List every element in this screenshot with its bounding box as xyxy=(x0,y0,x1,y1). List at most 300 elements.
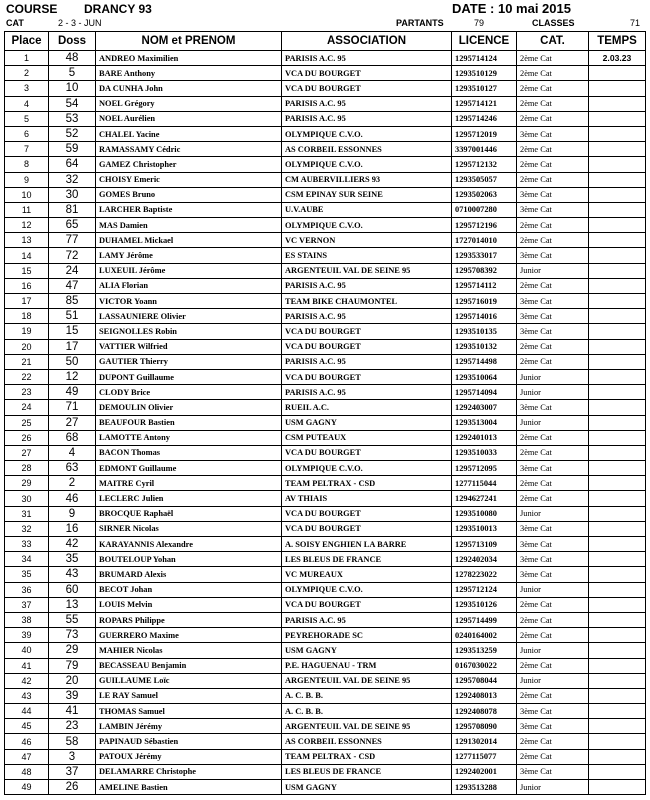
cell-doss: 55 xyxy=(49,612,96,627)
cell-place: 35 xyxy=(5,567,49,582)
cell-cat: Junior xyxy=(517,506,589,521)
cell-lic: 1292408013 xyxy=(452,688,517,703)
cell-temps xyxy=(589,582,646,597)
cell-lic: 1293502063 xyxy=(452,187,517,202)
table-row xyxy=(5,476,646,491)
cell-place: 27 xyxy=(5,445,49,460)
cell-name: DUPONT Guillaume xyxy=(96,369,282,384)
cell-cat: 2ème Cat xyxy=(517,354,589,369)
table-row xyxy=(5,111,646,126)
table-row xyxy=(5,780,646,795)
cell-assoc: CSM EPINAY SUR SEINE xyxy=(282,187,452,202)
cell-lic: 1293513004 xyxy=(452,415,517,430)
cell-lic: 1295714094 xyxy=(452,385,517,400)
cell-doss: 64 xyxy=(49,157,96,172)
table-row xyxy=(5,749,646,764)
cell-lic: 1293510135 xyxy=(452,324,517,339)
cell-cat: 2ème Cat xyxy=(517,142,589,157)
table-row xyxy=(5,294,646,309)
cell-assoc: VC VERNON xyxy=(282,233,452,248)
cell-place: 29 xyxy=(5,476,49,491)
cell-lic: 1727014010 xyxy=(452,233,517,248)
cell-doss: 5 xyxy=(49,66,96,81)
cell-assoc: VCA DU BOURGET xyxy=(282,369,452,384)
cell-name: BRUMARD Alexis xyxy=(96,567,282,582)
cell-doss: 42 xyxy=(49,537,96,552)
cell-name: LARCHER Baptiste xyxy=(96,202,282,217)
cell-doss: 50 xyxy=(49,354,96,369)
cell-lic: 1293510013 xyxy=(452,521,517,536)
cell-temps xyxy=(589,354,646,369)
cell-place: 38 xyxy=(5,612,49,627)
cell-temps xyxy=(589,445,646,460)
cell-assoc: LES BLEUS DE FRANCE xyxy=(282,552,452,567)
cell-doss: 63 xyxy=(49,461,96,476)
cell-doss: 79 xyxy=(49,658,96,673)
table-row xyxy=(5,385,646,400)
results-body xyxy=(5,51,646,795)
cell-assoc: LES BLEUS DE FRANCE xyxy=(282,764,452,779)
cell-doss: 59 xyxy=(49,142,96,157)
cell-cat: Junior xyxy=(517,369,589,384)
table-row xyxy=(5,96,646,111)
table-row xyxy=(5,66,646,81)
cell-lic: 1295714499 xyxy=(452,612,517,627)
cell-temps xyxy=(589,339,646,354)
table-row xyxy=(5,612,646,627)
cell-place: 47 xyxy=(5,749,49,764)
cell-temps xyxy=(589,521,646,536)
cell-place: 40 xyxy=(5,643,49,658)
cell-name: BECOT Johan xyxy=(96,582,282,597)
cell-place: 45 xyxy=(5,719,49,734)
document-header xyxy=(0,0,650,17)
cell-lic: 1295714121 xyxy=(452,96,517,111)
table-row xyxy=(5,202,646,217)
cell-place: 19 xyxy=(5,324,49,339)
table-row xyxy=(5,126,646,141)
cell-name: SEIGNOLLES Robin xyxy=(96,324,282,339)
cell-cat: Junior xyxy=(517,582,589,597)
cell-name: KARAYANNIS Alexandre xyxy=(96,537,282,552)
cell-name: BROCQUE Raphaël xyxy=(96,506,282,521)
table-row xyxy=(5,461,646,476)
cell-name: THOMAS Samuel xyxy=(96,704,282,719)
table-row xyxy=(5,172,646,187)
cell-assoc: PARISIS A.C. 95 xyxy=(282,51,452,66)
cell-assoc: CSM PUTEAUX xyxy=(282,430,452,445)
cell-doss: 73 xyxy=(49,628,96,643)
cell-doss: 2 xyxy=(49,476,96,491)
cell-assoc: A. C. B. B. xyxy=(282,688,452,703)
cell-name: GUILLAUME Loïc xyxy=(96,673,282,688)
cell-temps xyxy=(589,415,646,430)
cell-assoc: PARISIS A.C. 95 xyxy=(282,612,452,627)
cell-place: 9 xyxy=(5,172,49,187)
cell-assoc: USM GAGNY xyxy=(282,643,452,658)
cell-doss: 72 xyxy=(49,248,96,263)
cell-temps xyxy=(589,612,646,627)
cell-cat: 3ème Cat xyxy=(517,248,589,263)
table-row xyxy=(5,673,646,688)
cell-cat: Junior xyxy=(517,643,589,658)
cell-lic: 1277115077 xyxy=(452,749,517,764)
cell-place: 28 xyxy=(5,461,49,476)
cell-doss: 15 xyxy=(49,324,96,339)
cell-place: 32 xyxy=(5,521,49,536)
cell-cat: Junior xyxy=(517,263,589,278)
cell-temps xyxy=(589,506,646,521)
cell-assoc: ES STAINS xyxy=(282,248,452,263)
cell-assoc: A. SOISY ENGHIEN LA BARRE xyxy=(282,537,452,552)
cell-lic: 1295712019 xyxy=(452,126,517,141)
cell-temps xyxy=(589,385,646,400)
cell-cat: 3ème Cat xyxy=(517,567,589,582)
cell-doss: 39 xyxy=(49,688,96,703)
cell-assoc: ARGENTEUIL VAL DE SEINE 95 xyxy=(282,673,452,688)
cell-place: 30 xyxy=(5,491,49,506)
cell-assoc: VCA DU BOURGET xyxy=(282,597,452,612)
cell-assoc: OLYMPIQUE C.V.O. xyxy=(282,582,452,597)
cell-name: BEAUFOUR Bastien xyxy=(96,415,282,430)
cell-name: LECLERC Julien xyxy=(96,491,282,506)
cell-place: 16 xyxy=(5,278,49,293)
table-row xyxy=(5,688,646,703)
cell-place: 25 xyxy=(5,415,49,430)
cell-cat: 2ème Cat xyxy=(517,491,589,506)
cell-lic: 1292403007 xyxy=(452,400,517,415)
cell-cat: 2ème Cat xyxy=(517,658,589,673)
table-row xyxy=(5,506,646,521)
table-row xyxy=(5,628,646,643)
cell-name: AMELINE Bastien xyxy=(96,780,282,795)
cell-cat: 2ème Cat xyxy=(517,278,589,293)
cell-name: LE RAY Samuel xyxy=(96,688,282,703)
cell-place: 18 xyxy=(5,309,49,324)
cell-cat: 2ème Cat xyxy=(517,476,589,491)
cell-temps xyxy=(589,278,646,293)
cell-place: 2 xyxy=(5,66,49,81)
cell-cat: 2ème Cat xyxy=(517,430,589,445)
cell-assoc: OLYMPIQUE C.V.O. xyxy=(282,461,452,476)
cell-temps xyxy=(589,324,646,339)
cell-temps xyxy=(589,567,646,582)
cell-name: VATTIER Wilfried xyxy=(96,339,282,354)
cell-lic: 0240164002 xyxy=(452,628,517,643)
cell-temps xyxy=(589,263,646,278)
cell-assoc: TEAM BIKE CHAUMONTEL xyxy=(282,294,452,309)
cell-temps xyxy=(589,491,646,506)
cell-temps xyxy=(589,673,646,688)
cell-assoc: VCA DU BOURGET xyxy=(282,521,452,536)
cell-doss: 46 xyxy=(49,491,96,506)
cell-assoc: PARISIS A.C. 95 xyxy=(282,385,452,400)
cell-lic: 1295708090 xyxy=(452,719,517,734)
cell-assoc: PARISIS A.C. 95 xyxy=(282,309,452,324)
cell-lic: 1293533017 xyxy=(452,248,517,263)
cell-assoc: PARISIS A.C. 95 xyxy=(282,111,452,126)
cell-cat: Junior xyxy=(517,780,589,795)
cell-lic: 1295714124 xyxy=(452,51,517,66)
cell-name: LAMY Jérôme xyxy=(96,248,282,263)
cell-doss: 16 xyxy=(49,521,96,536)
cell-place: 39 xyxy=(5,628,49,643)
cell-lic: 0710007280 xyxy=(452,202,517,217)
cell-place: 22 xyxy=(5,369,49,384)
cell-place: 41 xyxy=(5,658,49,673)
cell-temps xyxy=(589,688,646,703)
cell-place: 5 xyxy=(5,111,49,126)
document-subheader xyxy=(0,17,650,31)
table-row xyxy=(5,582,646,597)
cell-place: 37 xyxy=(5,597,49,612)
table-row xyxy=(5,278,646,293)
cell-place: 3 xyxy=(5,81,49,96)
cell-temps xyxy=(589,461,646,476)
cell-assoc: ARGENTEUIL VAL DE SEINE 95 xyxy=(282,719,452,734)
cell-doss: 77 xyxy=(49,233,96,248)
cell-cat: Junior xyxy=(517,415,589,430)
cell-doss: 32 xyxy=(49,172,96,187)
cell-assoc: ARGENTEUIL VAL DE SEINE 95 xyxy=(282,263,452,278)
cell-assoc: P.E. HAGUENAU - TRM xyxy=(282,658,452,673)
cell-place: 4 xyxy=(5,96,49,111)
cell-assoc: RUEIL A.C. xyxy=(282,400,452,415)
cell-name: DUHAMEL Mickael xyxy=(96,233,282,248)
cell-place: 1 xyxy=(5,51,49,66)
cell-name: PATOUX Jérémy xyxy=(96,749,282,764)
cell-name: ROPARS Philippe xyxy=(96,612,282,627)
cell-place: 42 xyxy=(5,673,49,688)
cell-name: MAHIER Nicolas xyxy=(96,643,282,658)
cell-name: LAMOTTE Antony xyxy=(96,430,282,445)
table-row xyxy=(5,445,646,460)
cell-assoc: USM GAGNY xyxy=(282,780,452,795)
table-row xyxy=(5,324,646,339)
cell-doss: 35 xyxy=(49,552,96,567)
cat-label: CAT xyxy=(6,18,24,28)
cell-lic: 1295716019 xyxy=(452,294,517,309)
cell-doss: 10 xyxy=(49,81,96,96)
cell-assoc: AS CORBEIL ESSONNES xyxy=(282,142,452,157)
table-row xyxy=(5,157,646,172)
cell-doss: 52 xyxy=(49,126,96,141)
cell-cat: 2ème Cat xyxy=(517,628,589,643)
cell-assoc: VCA DU BOURGET xyxy=(282,506,452,521)
cell-lic: 1295708044 xyxy=(452,673,517,688)
cell-temps xyxy=(589,142,646,157)
cell-lic: 1292408078 xyxy=(452,704,517,719)
cell-cat: 2ème Cat xyxy=(517,218,589,233)
partants-label: PARTANTS xyxy=(396,18,444,28)
cell-assoc: TEAM PELTRAX - CSD xyxy=(282,476,452,491)
cell-name: RAMASSAMY Cédric xyxy=(96,142,282,157)
cell-doss: 26 xyxy=(49,780,96,795)
cell-place: 34 xyxy=(5,552,49,567)
cell-name: CLODY Brice xyxy=(96,385,282,400)
cell-place: 7 xyxy=(5,142,49,157)
table-row xyxy=(5,354,646,369)
cell-temps xyxy=(589,749,646,764)
cell-name: BACON Thomas xyxy=(96,445,282,460)
table-row xyxy=(5,491,646,506)
cell-name: LASSAUNIERE Olivier xyxy=(96,309,282,324)
cell-lic: 1295714246 xyxy=(452,111,517,126)
cell-place: 17 xyxy=(5,294,49,309)
classes-value: 71 xyxy=(630,18,641,28)
table-row xyxy=(5,369,646,384)
classes-label: CLASSES xyxy=(532,18,575,28)
cell-assoc: A. C. B. B. xyxy=(282,704,452,719)
cell-cat: 2ème Cat xyxy=(517,339,589,354)
cell-doss: 47 xyxy=(49,278,96,293)
cell-doss: 13 xyxy=(49,597,96,612)
cell-cat: Junior xyxy=(517,673,589,688)
cell-name: BOUTELOUP Yohan xyxy=(96,552,282,567)
col-header-name: NOM et PRENOM xyxy=(96,32,282,51)
cell-lic: 1293513288 xyxy=(452,780,517,795)
cell-assoc: VCA DU BOURGET xyxy=(282,81,452,96)
cell-temps xyxy=(589,780,646,795)
cell-doss: 58 xyxy=(49,734,96,749)
cell-temps xyxy=(589,218,646,233)
cell-cat: 3ème Cat xyxy=(517,704,589,719)
cell-place: 12 xyxy=(5,218,49,233)
cat-value: 2 - 3 - JUN xyxy=(58,18,102,28)
cell-assoc: PARISIS A.C. 95 xyxy=(282,354,452,369)
cell-name: BECASSEAU Benjamin xyxy=(96,658,282,673)
cell-cat: 3ème Cat xyxy=(517,324,589,339)
cell-cat: 2ème Cat xyxy=(517,233,589,248)
col-header-association: ASSOCIATION xyxy=(282,32,452,51)
cell-doss: 81 xyxy=(49,202,96,217)
table-row xyxy=(5,643,646,658)
cell-cat: 3ème Cat xyxy=(517,719,589,734)
cell-name: ALIA Florian xyxy=(96,278,282,293)
cell-cat: 3ème Cat xyxy=(517,400,589,415)
cell-temps xyxy=(589,719,646,734)
cell-name: DELAMARRE Christophe xyxy=(96,764,282,779)
cell-doss: 37 xyxy=(49,764,96,779)
cell-cat: 2ème Cat xyxy=(517,81,589,96)
table-row xyxy=(5,552,646,567)
cell-temps xyxy=(589,476,646,491)
cell-cat: 2ème Cat xyxy=(517,597,589,612)
table-row xyxy=(5,719,646,734)
cell-lic: 1293510127 xyxy=(452,81,517,96)
cell-place: 8 xyxy=(5,157,49,172)
cell-temps xyxy=(589,643,646,658)
cell-lic: 1293510033 xyxy=(452,445,517,460)
cell-assoc: AS CORBEIL ESSONNES xyxy=(282,734,452,749)
course-label: COURSE xyxy=(6,2,58,16)
cell-lic: 3397001446 xyxy=(452,142,517,157)
cell-cat: Junior xyxy=(517,385,589,400)
cell-place: 10 xyxy=(5,187,49,202)
cell-lic: 1292402001 xyxy=(452,764,517,779)
cell-assoc: OLYMPIQUE C.V.O. xyxy=(282,157,452,172)
table-header-row xyxy=(5,32,646,51)
cell-cat: 3ème Cat xyxy=(517,537,589,552)
col-header-licence: LICENCE xyxy=(452,32,517,51)
cell-name: GOMES Bruno xyxy=(96,187,282,202)
cell-lic: 1292402034 xyxy=(452,552,517,567)
cell-doss: 20 xyxy=(49,673,96,688)
cell-assoc: VCA DU BOURGET xyxy=(282,339,452,354)
cell-temps xyxy=(589,552,646,567)
cell-name: DA CUNHA John xyxy=(96,81,282,96)
cell-place: 23 xyxy=(5,385,49,400)
table-row xyxy=(5,81,646,96)
cell-place: 21 xyxy=(5,354,49,369)
cell-cat: 3ème Cat xyxy=(517,521,589,536)
col-header-place: Place xyxy=(5,32,49,51)
cell-place: 36 xyxy=(5,582,49,597)
cell-lic: 1292401013 xyxy=(452,430,517,445)
table-row xyxy=(5,597,646,612)
cell-assoc: VC MUREAUX xyxy=(282,567,452,582)
cell-name: MAS Damien xyxy=(96,218,282,233)
cell-assoc: VCA DU BOURGET xyxy=(282,66,452,81)
table-row xyxy=(5,51,646,66)
cell-lic: 1293505057 xyxy=(452,172,517,187)
cell-doss: 71 xyxy=(49,400,96,415)
cell-cat: 3ème Cat xyxy=(517,552,589,567)
cell-assoc: OLYMPIQUE C.V.O. xyxy=(282,126,452,141)
cell-name: GAMEZ Christopher xyxy=(96,157,282,172)
cell-cat: 2ème Cat xyxy=(517,51,589,66)
cell-lic: 1291302014 xyxy=(452,734,517,749)
cell-doss: 4 xyxy=(49,445,96,460)
cell-temps xyxy=(589,400,646,415)
cell-cat: 2ème Cat xyxy=(517,734,589,749)
table-row xyxy=(5,521,646,536)
cell-temps xyxy=(589,172,646,187)
cell-temps xyxy=(589,202,646,217)
cell-doss: 48 xyxy=(49,51,96,66)
table-row xyxy=(5,233,646,248)
cell-cat: 3ème Cat xyxy=(517,126,589,141)
cell-doss: 49 xyxy=(49,385,96,400)
cell-cat: 2ème Cat xyxy=(517,111,589,126)
cell-name: LOUIS Melvin xyxy=(96,597,282,612)
cell-doss: 53 xyxy=(49,111,96,126)
cell-assoc: VCA DU BOURGET xyxy=(282,324,452,339)
cell-name: VICTOR Yoann xyxy=(96,294,282,309)
cell-temps xyxy=(589,597,646,612)
cell-cat: 2ème Cat xyxy=(517,172,589,187)
cell-name: NOEL Aurélien xyxy=(96,111,282,126)
cell-name: CHOISY Emeric xyxy=(96,172,282,187)
cell-temps xyxy=(589,628,646,643)
cell-assoc: CM AUBERVILLIERS 93 xyxy=(282,172,452,187)
partants-value: 79 xyxy=(474,18,485,28)
cell-lic: 1293510080 xyxy=(452,506,517,521)
cell-doss: 30 xyxy=(49,187,96,202)
table-row xyxy=(5,567,646,582)
cell-temps xyxy=(589,704,646,719)
cell-name: LAMBIN Jérémy xyxy=(96,719,282,734)
cell-name: CHALEL Yacine xyxy=(96,126,282,141)
cell-assoc: U.V.AUBE xyxy=(282,202,452,217)
cell-lic: 1295713109 xyxy=(452,537,517,552)
cell-doss: 24 xyxy=(49,263,96,278)
cell-name: LUXEUIL Jérôme xyxy=(96,263,282,278)
cell-doss: 54 xyxy=(49,96,96,111)
cell-name: GUERRERO Maxime xyxy=(96,628,282,643)
cell-place: 49 xyxy=(5,780,49,795)
cell-temps xyxy=(589,658,646,673)
